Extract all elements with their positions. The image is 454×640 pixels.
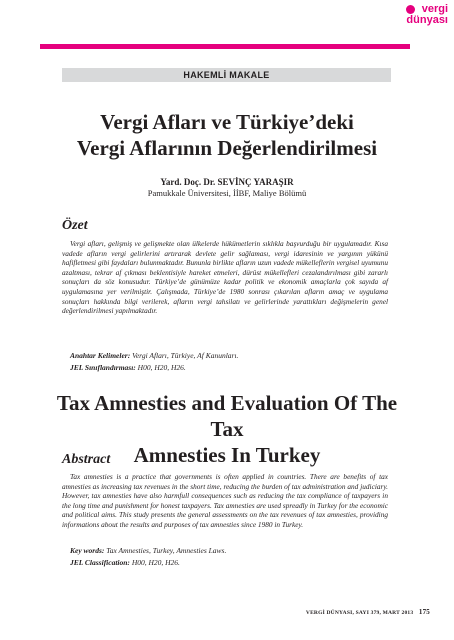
turkish-title-line1: Vergi Afları ve Türkiye’deki	[100, 110, 354, 134]
turkish-abstract-text: Vergi afları, gelişmiş ve gelişmekte olan ülkelerde hükümetlerin sıklıkla başvurduğu bir uygulamadır. Kısa vadede afların vergi gelirlerini artırarak devlete gelir sağlaması, vergi idaresinin ve yargının yükünü hafifletmesi gibi faydaları bulunmaktadır. Bununla birlikte afların uzun vadede mükelleflerin vergisel uyumunu azaltması, tekrar af çıkması beklentisiyle hareket etmeleri, dürüst mükellefleri cezalandırılması gibi zararlı sonuçları da söz konusudur. Türkiye’de günümüze kadar politik ve ekonomik amaçlarla çok sayıda af uygulamasına yer verilmiştir. Çalışmada, Türkiye’de 1980 sonrası çıkarılan afların amaç ve uygulama sonuçları hakkında bilgi verilerek, afların vergi tahsilatı ve gelirlerinde yarattıkları değişmelerin genel değerlendirilmesi yapılmaktadır.	[62, 239, 388, 316]
english-jel-label: JEL Classification:	[70, 558, 130, 567]
english-keywords	[70, 546, 226, 556]
author-affiliation: Pamukkale Üniversitesi, İİBF, Maliye Bölümü	[147, 188, 307, 198]
page-number: 175	[418, 608, 430, 616]
turkish-abstract-heading: Özet	[62, 218, 88, 233]
english-title-line2: Amnesties In Turkey	[133, 443, 321, 467]
english-keywords-value: Tax Amnesties, Turkey, Amnesties Laws.	[106, 546, 227, 555]
english-jel	[70, 558, 180, 568]
logo-dot-icon	[406, 5, 415, 14]
english-keywords-label: Key words:	[70, 546, 105, 555]
logo-text-line1: vergi	[421, 3, 448, 15]
turkish-jel	[70, 363, 186, 373]
logo-text-line2: dünyası	[406, 14, 448, 26]
turkish-title-line2: Vergi Aflarının Değerlendirilmesi	[76, 136, 378, 160]
journal-logo	[404, 3, 450, 31]
page-header	[0, 0, 454, 48]
turkish-keywords	[70, 351, 238, 361]
header-accent-line	[40, 44, 410, 49]
author-name: Yard. Doç. Dr. SEVİNÇ YARAŞIR	[160, 177, 294, 187]
english-abstract-text: Tax amnesties is a practice that governments is often applied in countries. There are benefits of tax amnesties as increasing tax revenues in the short time, reducing the burden of tax administration and judiciary. However, tax amnesties have also harmfull consequences such as reducing the tax compliance of taxpayers in the long time and punishment for honest taxpayers. Tax amnesties are used spreadly in Turkey for the economic and political aims. This study presents the general assessments on the tax revenues of tax amnesties, providing informations about the results and purposes of tax amnesties since 1980 in Turkey.	[62, 472, 388, 529]
turkish-jel-value: H00, H20, H26.	[137, 363, 186, 372]
page-footer	[300, 608, 430, 616]
section-label: HAKEMLİ MAKALE	[62, 68, 391, 82]
turkish-jel-label: JEL Sınıflandırması:	[70, 363, 136, 372]
turkish-keywords-value: Vergi Afları, Türkiye, Af Kanunları.	[132, 351, 239, 360]
english-jel-value: H00, H20, H26.	[131, 558, 180, 567]
turkish-keywords-label: Anahtar Kelimeler:	[70, 351, 131, 360]
english-title-line1: Tax Amnesties and Evaluation Of The Tax	[56, 391, 398, 441]
turkish-title	[40, 109, 414, 161]
footer-issue: VERGİ DÜNYASI, SAYI 379, MART 2013	[305, 610, 414, 616]
english-abstract-heading: Abstract	[62, 452, 111, 467]
